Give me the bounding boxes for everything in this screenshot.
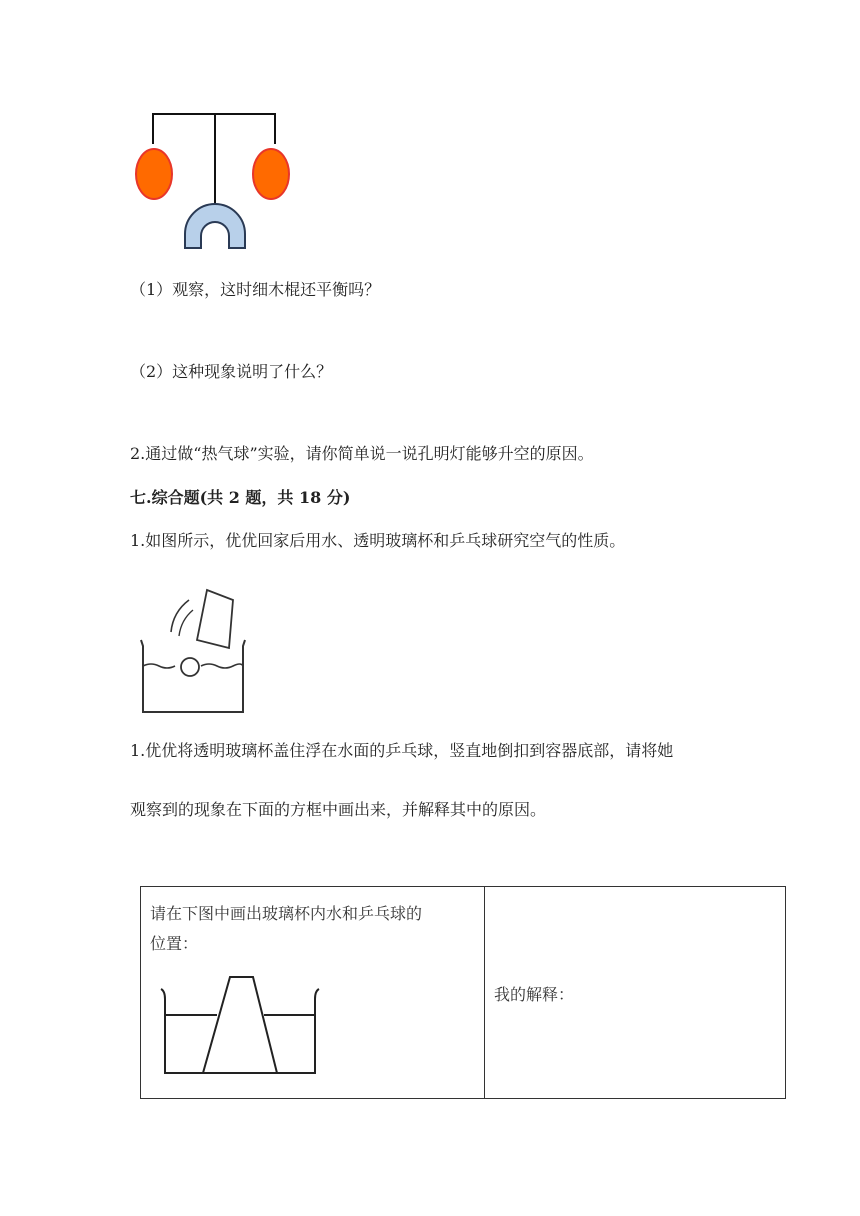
section-7-q1-line2: 观察到的现象在下面的方框中画出来，并解释其中的原因。 (130, 800, 547, 819)
glass-cup (197, 590, 233, 648)
motion-arc-2-icon (179, 610, 193, 636)
explanation-cell[interactable] (485, 887, 786, 1099)
section-7-q1-line1: 1.优优将透明玻璃杯盖住浮在水面的乒乓球，竖直地倒扣到容器底部，请将她 (130, 741, 674, 760)
drawing-prompt-line1: 请在下图中画出玻璃杯内水和乒乓球的 (150, 904, 423, 923)
inverted-cup (203, 977, 277, 1073)
question-1-sub-2: （2）这种现象说明了什么？ (130, 362, 333, 381)
drawing-prompt-line2: 位置： (150, 934, 199, 953)
cup-container-figure (135, 588, 255, 718)
arch-magnet (185, 204, 245, 248)
question-2: 2.通过做“热气球”实验，请你简单说一说孔明灯能够升空的原因。 (130, 444, 594, 463)
section-7-q1-intro: 1.如图所示，优优回家后用水、透明玻璃杯和乒乓球研究空气的性质。 (130, 531, 626, 550)
answer-table (140, 886, 786, 1099)
ping-pong-ball (181, 658, 199, 676)
container-outline (161, 989, 319, 1073)
right-balloon (253, 149, 289, 199)
container-diagram (157, 977, 327, 1077)
drawing-cell[interactable] (141, 887, 485, 1099)
balance-figure (130, 108, 300, 248)
question-1-sub-1: （1）观察，这时细木棍还平衡吗？ (130, 280, 381, 299)
left-balloon (136, 149, 172, 199)
section-7-heading: 七.综合题(共 2 题，共 18 分) (130, 488, 351, 507)
explanation-label: 我的解释： (494, 985, 575, 1004)
